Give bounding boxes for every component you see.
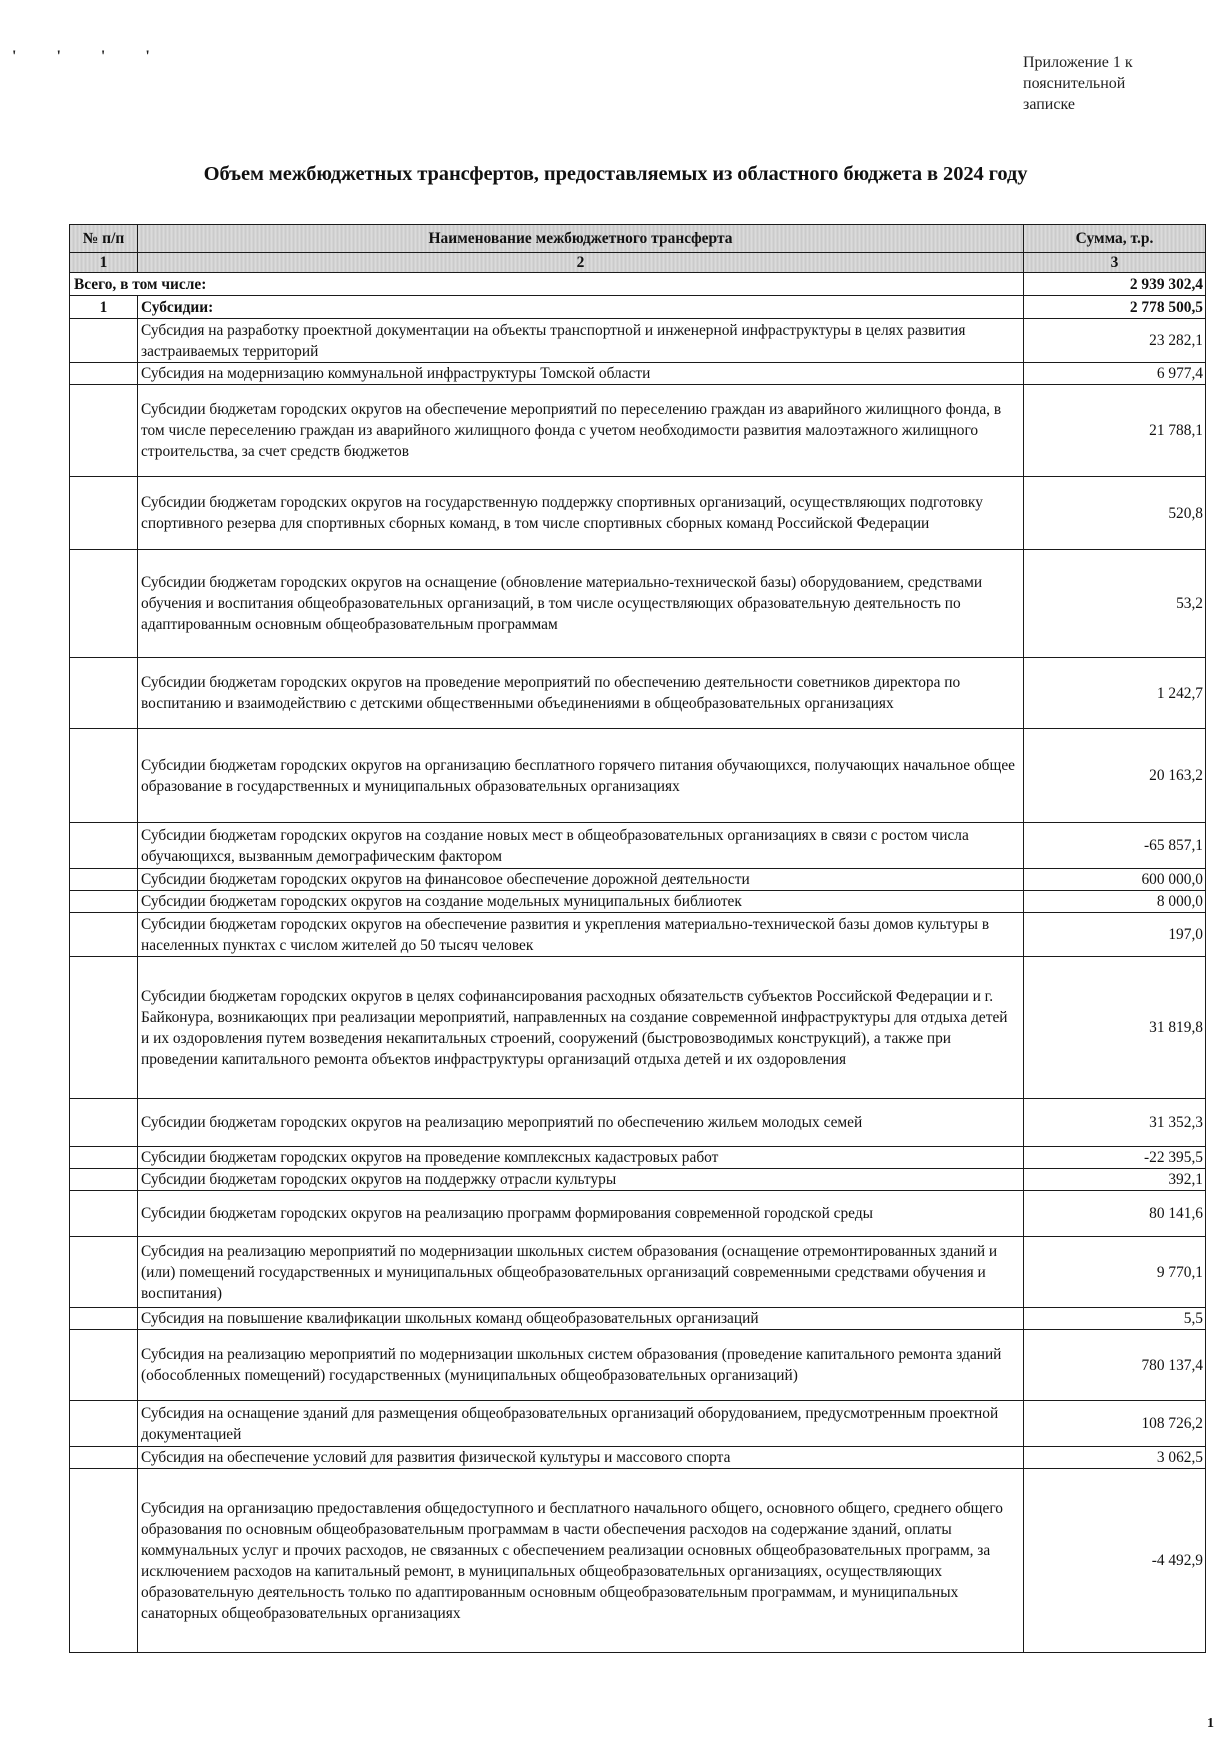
- transfers-table: [69, 224, 1206, 1653]
- column-index-2: 2: [138, 253, 1024, 273]
- row-number-cell: [70, 1169, 138, 1191]
- table-row: [70, 1330, 1206, 1401]
- transfer-name: Субсидии бюджетам городских округов на проведение комплексных кадастровых работ: [138, 1147, 1024, 1169]
- table-row: [70, 1099, 1206, 1147]
- transfer-name: Субсидии бюджетам городских округов на обеспечение мероприятий по переселению граждан из аварийного жилищного фонда, в том числе переселению граждан из аварийного жилищного фонда с учетом необходимости развития малоэтажного жилищного строительства, за счет средств бюджетов: [138, 385, 1024, 477]
- table-row: [70, 1147, 1206, 1169]
- table-row: [70, 658, 1206, 729]
- transfer-name: Субсидии бюджетам городских округов на поддержку отрасли культуры: [138, 1169, 1024, 1191]
- table-row: [70, 823, 1206, 869]
- table-row: [70, 1169, 1206, 1191]
- row-number-cell: [70, 1469, 138, 1653]
- transfer-name: Субсидия на реализацию мероприятий по модернизации школьных систем образования (оснащение отремонтированных зданий и (или) помещений государственных и муниципальных общеобразовательных организаций современными средствами обучения и воспитания): [138, 1237, 1024, 1308]
- transfer-amount: 31 352,3: [1024, 1099, 1206, 1147]
- transfer-name: Субсидии бюджетам городских округов на организацию бесплатного горячего питания обучающихся, получающих начальное общее образование в государственных и муниципальных образовательных организациях: [138, 729, 1024, 823]
- transfer-amount: 1 242,7: [1024, 658, 1206, 729]
- transfer-amount: 31 819,8: [1024, 957, 1206, 1099]
- header-row: [70, 225, 1206, 253]
- transfer-name: Субсидии бюджетам городских округов на создание новых мест в общеобразовательных организациях в связи с ростом числа обучающихся, вызванным демографическим фактором: [138, 823, 1024, 869]
- table-row: [70, 477, 1206, 550]
- table-row: [70, 729, 1206, 823]
- appendix-note: [1023, 52, 1203, 115]
- column-index-3: 3: [1024, 253, 1206, 273]
- transfer-amount: 9 770,1: [1024, 1237, 1206, 1308]
- transfer-amount: 6 977,4: [1024, 363, 1206, 385]
- transfer-name: Субсидия на разработку проектной документации на объекты транспортной и инженерной инфраструктуры в целях развития застраиваемых территорий: [138, 319, 1024, 363]
- transfer-name: Субсидии бюджетам городских округов на оснащение (обновление материально-технической базы) оборудованием, средствами обучения и воспитания общеобразовательных организаций, в том числе осуществляющих образовательную деятельность по адаптированным основным общеобразовательным программам: [138, 550, 1024, 658]
- table-row: [70, 1308, 1206, 1330]
- table-row: [70, 550, 1206, 658]
- transfer-name: Субсидии бюджетам городских округов в целях софинансирования расходных обязательств субъектов Российской Федерации и г. Байконура, возникающих при реализации мероприятий, направленных на создание современной инфраструктуры для отдыха детей и их оздоровления путем возведения некапитальных строений, сооружений (быстровозводимых конструкций), а также при проведении капитального ремонта объектов инфраструктуры организаций отдыха детей и их оздоровления: [138, 957, 1024, 1099]
- transfer-name: Субсидия на организацию предоставления общедоступного и бесплатного начального общего, основного общего, среднего общего образования по основным общеобразовательным программам в части обеспечения расходов на содержание зданий, оплаты коммунальных услуг и прочих расходов, не связанных с обеспечением реализации основных общеобразовательных программ, за исключением расходов на капитальный ремонт, в муниципальных общеобразовательных организациях, осуществляющих образовательную деятельность только по адаптированным основным общеобразовательным программам, и муниципальных санаторных общеобразовательных организациях: [138, 1469, 1024, 1653]
- table-row: [70, 1191, 1206, 1237]
- table-row: [70, 1447, 1206, 1469]
- total-amount: 2 939 302,4: [1024, 273, 1206, 296]
- header-amount: Сумма, т.р.: [1024, 225, 1206, 253]
- table-row: [70, 913, 1206, 957]
- row-number-cell: [70, 385, 138, 477]
- row-number-cell: [70, 1147, 138, 1169]
- appendix-line: записке: [1023, 96, 1075, 113]
- transfer-amount: 20 163,2: [1024, 729, 1206, 823]
- table-row: [70, 319, 1206, 363]
- table-row: [70, 869, 1206, 891]
- transfer-name: Субсидии бюджетам городских округов на создание модельных муниципальных библиотек: [138, 891, 1024, 913]
- transfer-amount: 23 282,1: [1024, 319, 1206, 363]
- transfer-name: Субсидия на повышение квалификации школьных команд общеобразовательных организаций: [138, 1308, 1024, 1330]
- row-number-cell: [70, 913, 138, 957]
- row-number-cell: [70, 477, 138, 550]
- transfer-name: Субсидия на обеспечение условий для развития физической культуры и массового спорта: [138, 1447, 1024, 1469]
- transfer-amount: 780 137,4: [1024, 1330, 1206, 1401]
- transfer-amount: -22 395,5: [1024, 1147, 1206, 1169]
- transfer-amount: -65 857,1: [1024, 823, 1206, 869]
- transfer-amount: 5,5: [1024, 1308, 1206, 1330]
- section-row-subsidies: [70, 296, 1206, 319]
- transfer-name: Субсидии бюджетам городских округов на реализацию программ формирования современной городской среды: [138, 1191, 1024, 1237]
- transfer-amount: 53,2: [1024, 550, 1206, 658]
- row-number-cell: [70, 1237, 138, 1308]
- row-number-cell: [70, 823, 138, 869]
- row-number-cell: [70, 1447, 138, 1469]
- table-row: [70, 957, 1206, 1099]
- scan-corner-marks: ' ' ' ': [12, 48, 168, 65]
- row-number-cell: [70, 1099, 138, 1147]
- row-number-cell: [70, 729, 138, 823]
- row-number-cell: [70, 1191, 138, 1237]
- transfer-name: Субсидия на реализацию мероприятий по модернизации школьных систем образования (проведение капитального ремонта зданий (обособленных помещений) государственных (муниципальных общеобразовательных организаций): [138, 1330, 1024, 1401]
- section-amount: 2 778 500,5: [1024, 296, 1206, 319]
- transfer-name: Субсидия на оснащение зданий для размещения общеобразовательных организаций оборудованием, предусмотренным проектной документацией: [138, 1401, 1024, 1447]
- table-row: [70, 1469, 1206, 1653]
- header-number: № п/п: [70, 225, 138, 253]
- section-number: 1: [70, 296, 138, 319]
- transfer-name: Субсидия на модернизацию коммунальной инфраструктуры Томской области: [138, 363, 1024, 385]
- transfer-amount: 197,0: [1024, 913, 1206, 957]
- row-number-cell: [70, 550, 138, 658]
- table-row: [70, 363, 1206, 385]
- transfer-name: Субсидии бюджетам городских округов на реализацию мероприятий по обеспечению жильем молодых семей: [138, 1099, 1024, 1147]
- table-row: [70, 385, 1206, 477]
- section-label: Субсидии:: [138, 296, 1024, 319]
- transfer-name: Субсидии бюджетам городских округов на проведение мероприятий по обеспечению деятельности советников директора по воспитанию и взаимодействию с детскими общественными объединениями в общеобразовательных организациях: [138, 658, 1024, 729]
- row-number-cell: [70, 658, 138, 729]
- transfer-amount: 80 141,6: [1024, 1191, 1206, 1237]
- transfer-amount: 392,1: [1024, 1169, 1206, 1191]
- transfer-name: Субсидии бюджетам городских округов на государственную поддержку спортивных организаций, осуществляющих подготовку спортивного резерва для спортивных сборных команд, в том числе спортивных сборных команд Российской Федерации: [138, 477, 1024, 550]
- transfer-amount: 3 062,5: [1024, 1447, 1206, 1469]
- transfer-amount: -4 492,9: [1024, 1469, 1206, 1653]
- total-label: Всего, в том числе:: [70, 273, 1024, 296]
- total-row: [70, 273, 1206, 296]
- row-number-cell: [70, 957, 138, 1099]
- table-row: [70, 891, 1206, 913]
- transfer-name: Субсидии бюджетам городских округов на обеспечение развития и укрепления материально-технической базы домов культуры в населенных пунктах с числом жителей до 50 тысяч человек: [138, 913, 1024, 957]
- transfer-amount: 520,8: [1024, 477, 1206, 550]
- table-row: [70, 1237, 1206, 1308]
- row-number-cell: [70, 1330, 138, 1401]
- transfer-amount: 8 000,0: [1024, 891, 1206, 913]
- row-number-cell: [70, 1401, 138, 1447]
- page-marker: 1: [1207, 1716, 1214, 1731]
- transfer-amount: 108 726,2: [1024, 1401, 1206, 1447]
- table-row: [70, 1401, 1206, 1447]
- transfer-amount: 600 000,0: [1024, 869, 1206, 891]
- column-index-row: [70, 253, 1206, 273]
- row-number-cell: [70, 319, 138, 363]
- appendix-line: Приложение 1 к: [1023, 54, 1133, 71]
- row-number-cell: [70, 869, 138, 891]
- transfer-amount: 21 788,1: [1024, 385, 1206, 477]
- header-name: Наименование межбюджетного трансферта: [138, 225, 1024, 253]
- document-title: Объем межбюджетных трансфертов, предоставляемых из областного бюджета в 2024 году: [203, 163, 1028, 185]
- row-number-cell: [70, 363, 138, 385]
- appendix-line: пояснительной: [1023, 75, 1126, 92]
- row-number-cell: [70, 1308, 138, 1330]
- transfer-name: Субсидии бюджетам городских округов на финансовое обеспечение дорожной деятельности: [138, 869, 1024, 891]
- row-number-cell: [70, 891, 138, 913]
- column-index-1: 1: [70, 253, 138, 273]
